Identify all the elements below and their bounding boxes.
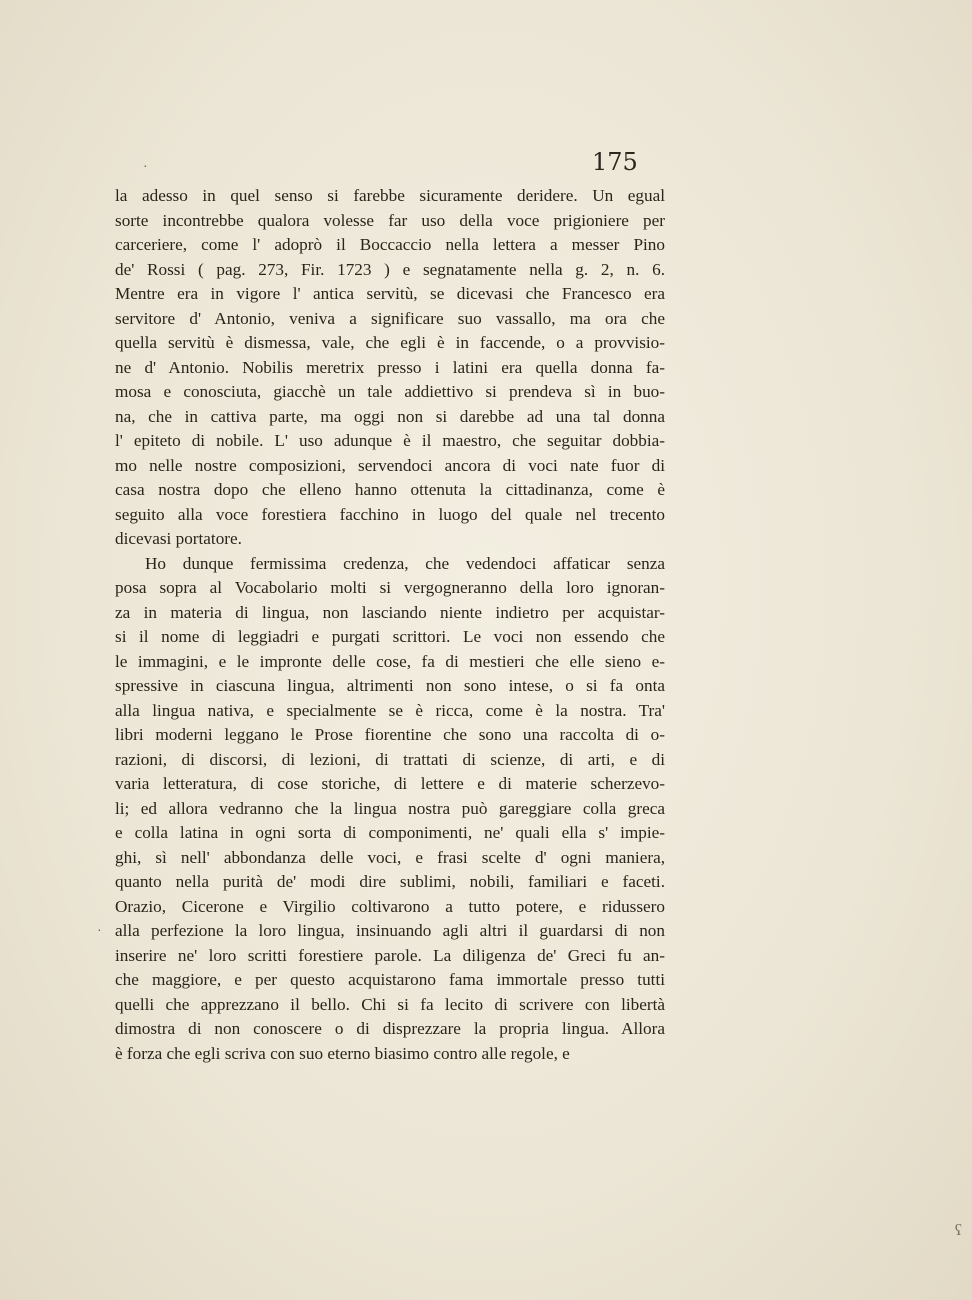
text-line: carceriere, come l' adoprò il Boccaccio nella lettera a messer Pino — [115, 235, 665, 254]
text-line: dimostra di non conoscere o di disprezzare la propria lingua. Allora — [115, 1019, 665, 1038]
text-line: ne d' Antonio. Nobilis meretrix presso i latini era quella donna fa- — [115, 357, 665, 377]
text-line: seguito alla voce forestiera facchino in luogo del quale nel trecento — [115, 504, 665, 524]
text-line: le immagini, e le impronte delle cose, fa di mestieri che elle sieno e- — [115, 651, 665, 671]
text-line: è forza che egli scriva con suo eterno biasimo contro alle regole, e — [115, 1043, 570, 1063]
text-line: mo nelle nostre composizioni, servendoci ancora di voci nate fuor di — [115, 455, 665, 475]
text-line: li; ed allora vedranno che la lingua nostra può gareggiare colla greca — [115, 798, 665, 818]
text-line: quanto nella purità de' modi dire sublimi, nobili, familiari e faceti. — [115, 872, 665, 891]
text-line: Ho dunque fermissima credenza, che vedendoci affaticar senza — [145, 553, 665, 573]
text-line: l' epiteto di nobile. L' uso adunque è il maestro, che seguitar dobbia- — [115, 431, 665, 450]
text-line: varia letteratura, di cose storiche, di lettere e di materie scherzevo- — [115, 774, 665, 793]
text-line: si il nome di leggiadri e purgati scrittori. Le voci non essendo che — [115, 627, 665, 646]
text-line: che maggiore, e per questo acquistarono fama immortale presso tutti — [115, 970, 665, 989]
text-line: za in materia di lingua, non lasciando niente indietro per acquistar- — [115, 602, 665, 622]
text-line: libri moderni leggano le Prose fiorentine che sono una raccolta di o- — [115, 725, 665, 744]
text-line: na, che in cattiva parte, ma oggi non si darebbe ad una tal donna — [115, 406, 665, 426]
text-line: quella servitù è dismessa, vale, che egli è in faccende, o a provvisio- — [115, 333, 665, 352]
edge-mark: ʕ — [954, 1222, 962, 1239]
text-line: casa nostra dopo che elleno hanno ottenuta la cittadinanza, come è — [115, 480, 665, 499]
text-line: quelli che apprezzano il bello. Chi si fa lecito di scrivere con libertà — [115, 994, 665, 1014]
text-line: spressive in ciascuna lingua, altrimenti non sono intese, o si fa onta — [115, 676, 665, 695]
text-line: mosa e conosciuta, giacchè un tale addiettivo si prendeva sì in buo- — [115, 382, 665, 401]
text-line: la adesso in quel senso si farebbe sicuramente deridere. Un egual — [115, 186, 665, 205]
text-line: alla lingua nativa, e specialmente se è ricca, come è la nostra. Tra' — [115, 700, 665, 720]
text-line: razioni, di discorsi, di lezioni, di trattati di scienze, di arti, e di — [115, 749, 665, 769]
text-line: e colla latina in ogni sorta di componimenti, ne' quali ella s' impie- — [115, 823, 665, 842]
text-line: ghi, sì nell' abbondanza delle voci, e frasi scelte d' ogni maniera, — [115, 847, 665, 867]
text-line: servitore d' Antonio, veniva a significare suo vassallo, ma ora che — [115, 308, 665, 328]
text-line: sorte incontrebbe qualora volesse far uso della voce prigioniere per — [115, 210, 665, 230]
text-line: Orazio, Cicerone e Virgilio coltivarono a tutto potere, e ridussero — [115, 896, 665, 916]
text-line: dicevasi portatore. — [115, 529, 242, 548]
body-text — [115, 184, 665, 1066]
text-line: alla perfezione la loro lingua, insinuando agli altri il guardarsi di non — [115, 921, 665, 940]
text-line: posa sopra al Vocabolario molti si vergogneranno della loro ignoran- — [115, 578, 665, 597]
margin-speck: · — [143, 160, 148, 175]
page-number: 175 — [592, 148, 638, 176]
margin-speck: · — [97, 924, 102, 939]
text-line: inserire ne' loro scritti forestiere parole. La diligenza de' Greci fu an- — [115, 945, 665, 965]
text-line: Mentre era in vigore l' antica servitù, se dicevasi che Francesco era — [115, 284, 665, 303]
text-line: de' Rossi ( pag. 273, Fir. 1723 ) e segnatamente nella g. 2, n. 6. — [115, 259, 665, 279]
